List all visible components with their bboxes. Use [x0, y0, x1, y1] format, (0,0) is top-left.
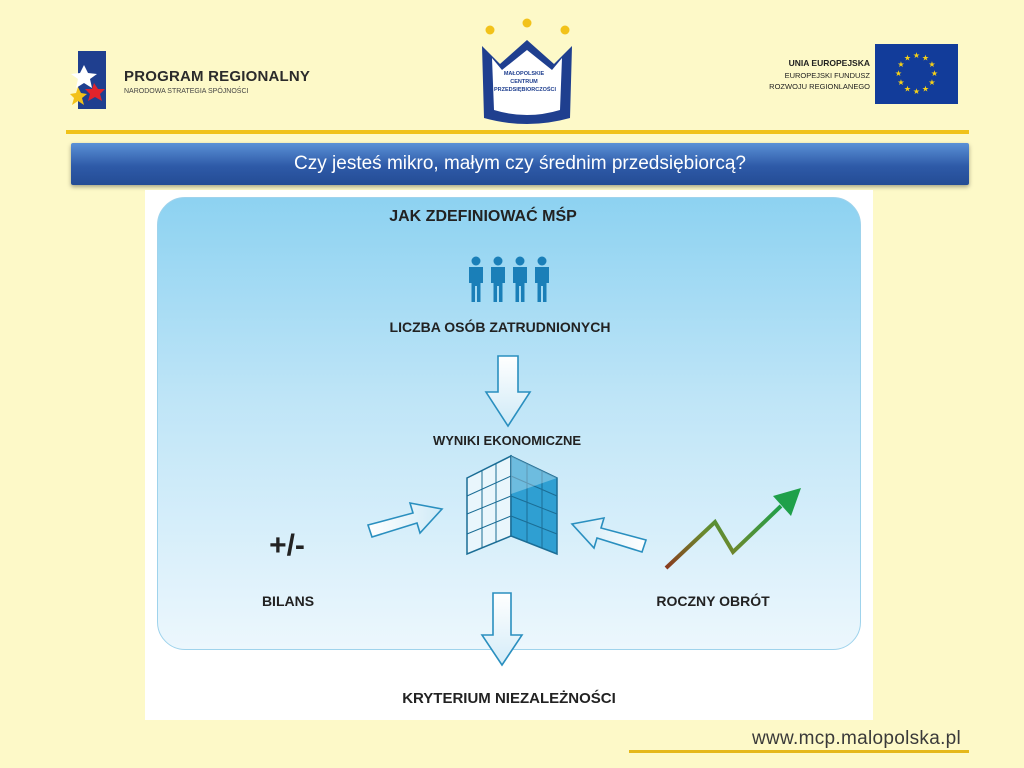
- footer-url[interactable]: www.mcp.malopolska.pl: [752, 728, 962, 749]
- footer-divider: [629, 750, 969, 753]
- turnover-label: ROCZNY OBRÓT: [656, 593, 770, 609]
- arrow-icon: [569, 510, 649, 556]
- arrow-icon: [483, 354, 533, 430]
- people-icon: [465, 256, 555, 304]
- svg-text:★: ★: [928, 60, 936, 69]
- eu-line-2: EUROPEJSKI FUNDUSZ: [784, 71, 870, 80]
- arrow-icon: [479, 591, 525, 669]
- mcp-logo-line-2: CENTRUM: [510, 79, 538, 85]
- svg-text:★: ★: [894, 69, 903, 78]
- svg-text:★: ★: [921, 53, 930, 63]
- building-icon: [465, 450, 559, 560]
- growth-chart-icon: [663, 486, 803, 576]
- eu-flag-icon: [875, 44, 958, 104]
- svg-text:★: ★: [921, 84, 930, 94]
- mcp-logo: [472, 18, 577, 130]
- mcp-logo-text: [494, 70, 557, 94]
- svg-text:★: ★: [897, 60, 905, 69]
- arrow-icon: [365, 495, 445, 541]
- employees-label: LICZBA OSÓB ZATRUDNIONYCH: [389, 319, 611, 335]
- svg-text:★: ★: [928, 78, 936, 87]
- svg-text:★: ★: [912, 87, 921, 96]
- svg-text:★: ★: [930, 69, 939, 78]
- eu-line-3: ROZWOJU REGIONLANEGO: [769, 82, 870, 91]
- svg-text:★: ★: [897, 78, 905, 87]
- slide-title: Czy jesteś mikro, małym czy średnim przedsiębiorcą?: [294, 153, 746, 174]
- balance-label: BILANS: [261, 593, 315, 609]
- mcp-logo-line-3: PRZEDSIĘBIORCZOŚCI: [494, 87, 557, 93]
- header-divider: [66, 130, 969, 134]
- eu-logo: [745, 44, 960, 106]
- svg-text:★: ★: [903, 53, 912, 63]
- eu-line-1: UNIA EUROPEJSKA: [788, 58, 870, 68]
- svg-text:★: ★: [912, 51, 921, 60]
- mcp-logo-line-1: MAŁOPOLSKIE: [503, 71, 545, 77]
- diagram-heading: JAK ZDEFINIOWAĆ MŚP: [389, 208, 577, 225]
- balance-symbol: +/-: [269, 529, 305, 562]
- sme-definition-diagram: [145, 190, 873, 720]
- economic-results-label: WYNIKI EKONOMICZNE: [432, 433, 582, 448]
- program-subtitle: NARODOWA STRATEGIA SPÓJNOŚCI: [124, 88, 249, 95]
- svg-text:★: ★: [903, 84, 912, 94]
- independence-label: KRYTERIUM NIEZALEŻNOŚCI: [402, 690, 616, 707]
- slide-title-bar: [71, 143, 969, 185]
- program-title: PROGRAM REGIONALNY: [124, 68, 311, 85]
- program-regionalny-logo: [70, 45, 310, 115]
- star-logo-icon: [70, 47, 120, 113]
